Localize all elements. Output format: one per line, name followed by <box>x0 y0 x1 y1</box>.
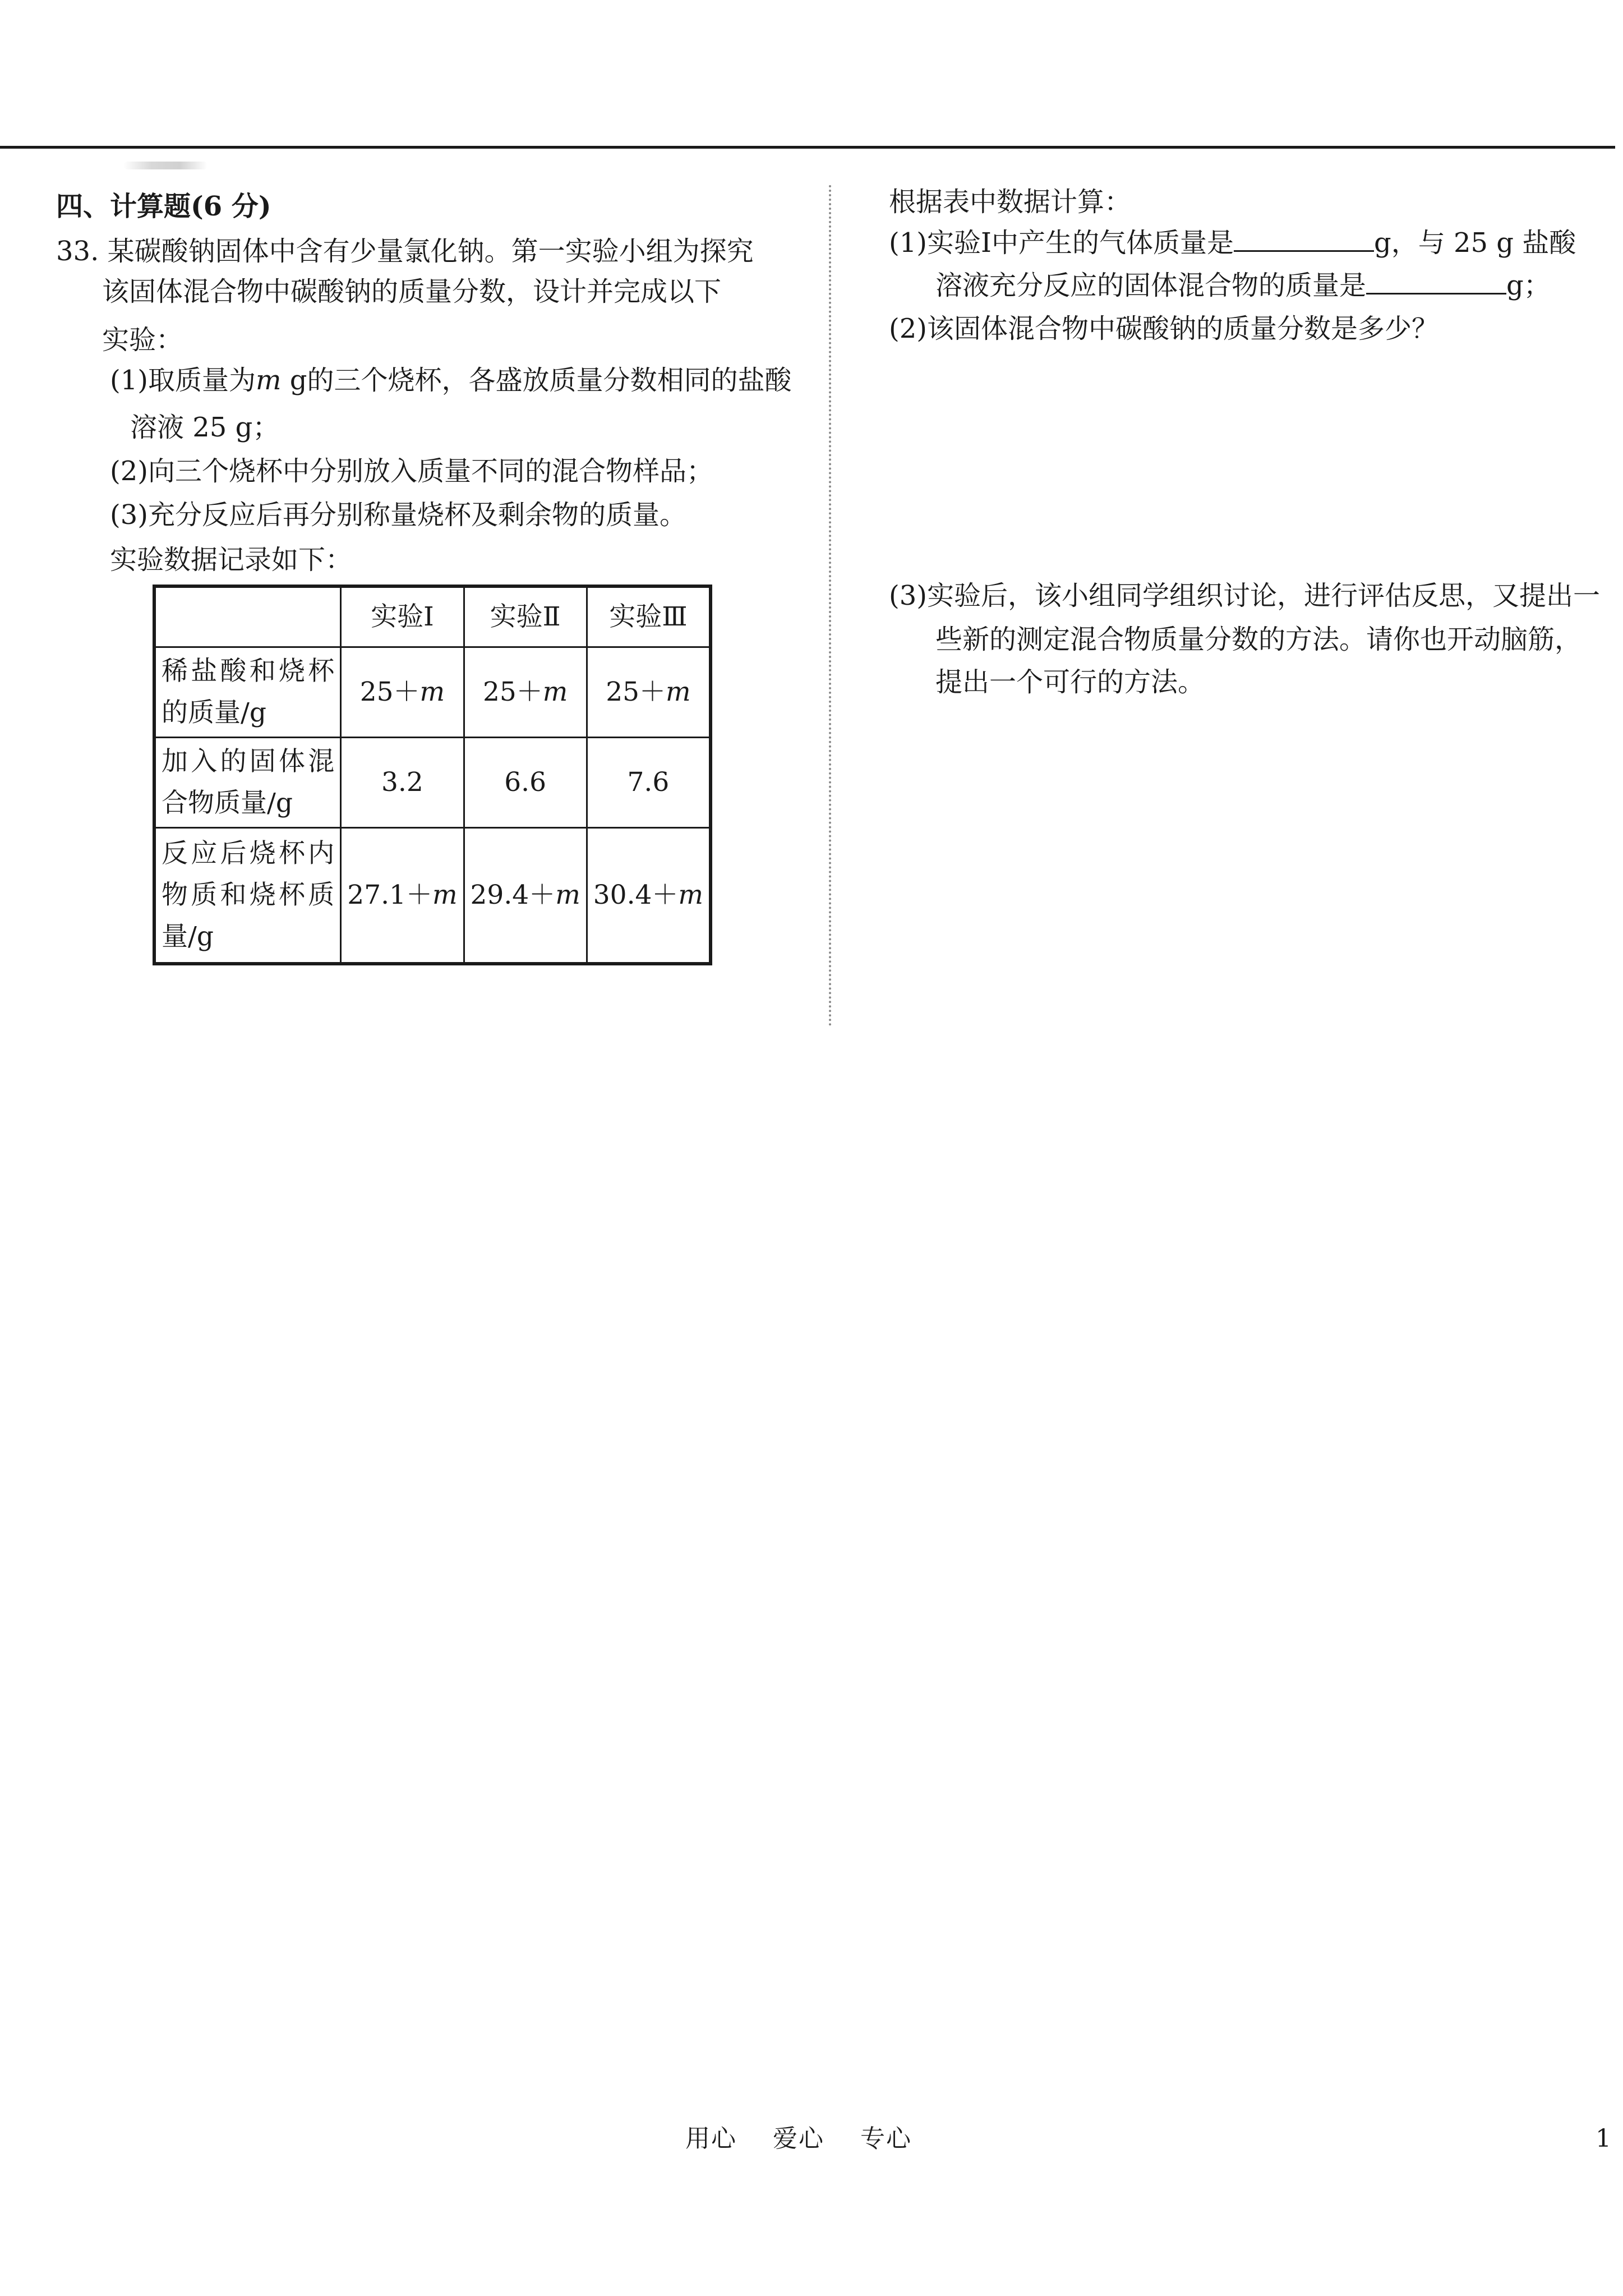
footer-word: 爱心 <box>773 2124 824 2153</box>
table-header-row <box>154 586 711 647</box>
answer-blank-gas-mass[interactable] <box>1234 226 1374 252</box>
question-line-1: 33. 某碳酸钠固体中含有少量氯化钠。第一实验小组为探究 <box>56 236 754 267</box>
table-header-cell: 实验Ⅱ <box>464 586 587 647</box>
step-2: (2)向三个烧杯中分别放入质量不同的混合物样品； <box>110 455 713 487</box>
question-line-2: 该固体混合物中碳酸钠的质量分数，设计并完成以下 <box>102 276 722 307</box>
step-1-text-a: (1)取质量为 <box>110 365 256 396</box>
calc-q1-line-1: (1)实验Ⅰ中产生的气体质量是 g，与 25 g 盐酸 <box>889 226 1576 260</box>
step-1-text-b: g的三个烧杯，各盛放质量分数相同的盐酸 <box>281 365 792 396</box>
table-cell: 25＋m <box>587 647 711 738</box>
calc-q3-line-1: (3)实验后，该小组同学组织讨论，进行评估反思，又提出一 <box>889 580 1600 611</box>
row-label: 反应后烧杯内物质和烧杯质量/g <box>154 828 341 964</box>
row-label: 加入的固体混合物质量/g <box>154 738 341 828</box>
table-cell: 25＋m <box>341 647 464 738</box>
calc-intro: 根据表中数据计算： <box>889 186 1132 218</box>
column-divider <box>829 185 831 1027</box>
answer-blank-mixture-mass[interactable] <box>1366 268 1506 295</box>
table-header-corner <box>154 586 341 647</box>
scan-smudge <box>123 162 208 169</box>
table-cell: 30.4＋m <box>587 828 711 964</box>
table-row <box>154 828 711 964</box>
step-1-continued: 溶液 25 g； <box>130 412 280 443</box>
calc-q3-line-2: 些新的测定混合物质量分数的方法。请你也开动脑筋， <box>935 624 1582 655</box>
record-intro: 实验数据记录如下： <box>110 544 353 576</box>
footer-word: 用心 <box>685 2124 737 2153</box>
table-cell: 29.4＋m <box>464 828 587 964</box>
table-cell: 27.1＋m <box>341 828 464 964</box>
table-cell: 7.6 <box>587 738 711 828</box>
step-3: (3)充分反应后再分别称量烧杯及剩余物的质量。 <box>110 499 686 531</box>
footer-motto <box>685 2123 948 2155</box>
table-cell: 6.6 <box>464 738 587 828</box>
page-number: 1 <box>1596 2124 1611 2153</box>
question-line-3: 实验： <box>102 324 183 356</box>
row-label: 稀盐酸和烧杯的质量/g <box>154 647 341 738</box>
table-header-cell: 实验Ⅲ <box>587 586 711 647</box>
header-rule <box>0 146 1615 149</box>
table-row <box>154 738 711 828</box>
step-1-variable: m <box>256 365 282 396</box>
section-title: 四、计算题(6 分) <box>56 191 271 222</box>
table-header-cell: 实验Ⅰ <box>341 586 464 647</box>
step-1 <box>110 364 792 397</box>
experiment-data-table <box>153 585 712 965</box>
calc-q1-line-2: 溶液充分反应的固体混合物的质量是 g； <box>935 268 1551 302</box>
table-cell: 3.2 <box>341 738 464 828</box>
calc-q3-line-3: 提出一个可行的方法。 <box>935 666 1205 698</box>
table-cell: 25＋m <box>464 647 587 738</box>
footer-word: 专心 <box>860 2124 912 2153</box>
table-row <box>154 647 711 738</box>
calc-q2: (2)该固体混合物中碳酸钠的质量分数是多少？ <box>889 313 1438 344</box>
